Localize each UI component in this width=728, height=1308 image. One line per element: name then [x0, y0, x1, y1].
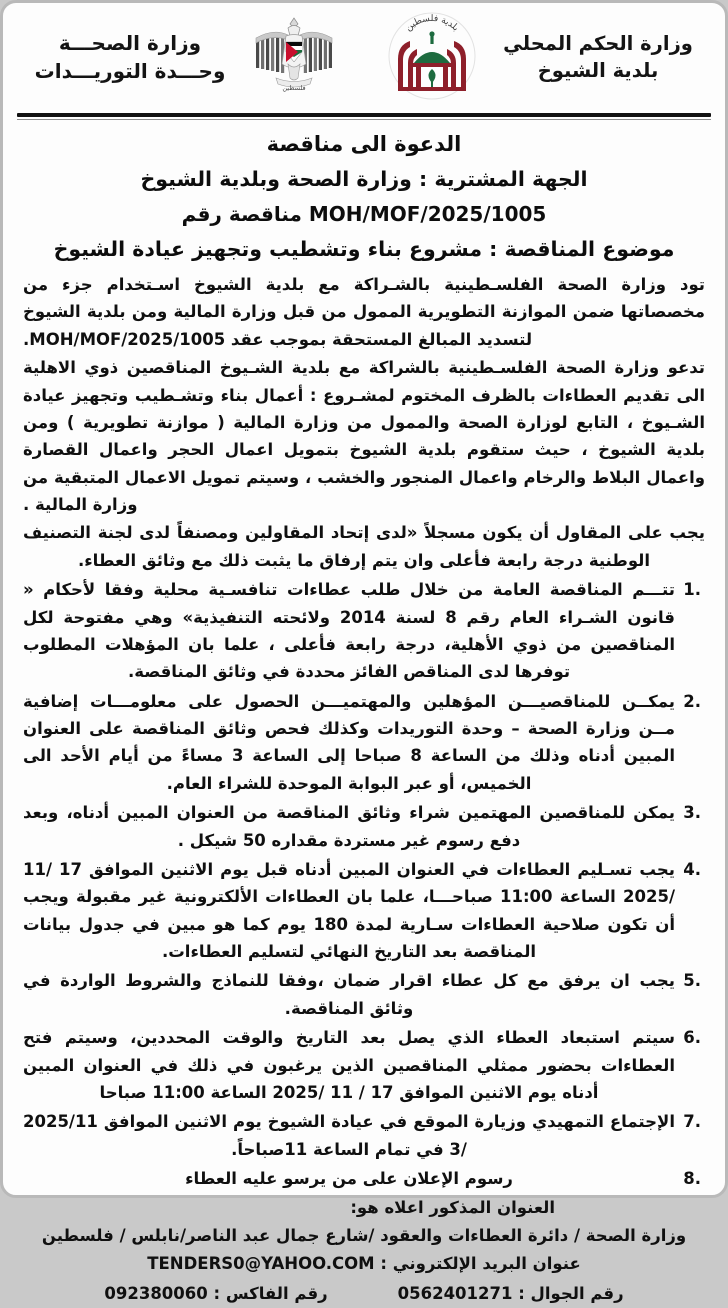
moh-line-2: وحـــدة التوريـــدات — [34, 59, 226, 83]
ministry-of-health-heading — [21, 30, 239, 85]
document-body — [3, 267, 725, 1308]
ministry-of-local-government-heading — [489, 31, 707, 85]
fax-number: رقم الفاكس : 092380060 — [104, 1283, 328, 1303]
email-line: عنوان البريد الإلكتروني : TENDERS0@YAHOO.COM — [147, 1254, 581, 1274]
intro-paragraph-2: تدعو وزارة الصحة الفلسـطينية بالشراكة مع بلدية الشـيوخ المناقصين ذوي الاهلية الى تقديم العطاءات بالظرف المختوم لمشـروع : أعمال بناء وتشـطيب وتجهيز عيادة الشـيوخ ، التابع لوزارة الصحة والممول من وزارة المالية ( موازنة تطويرية ) ومن بلدية الشيوخ ، حيث ستقوم بلدية الشيوخ بتمويل اعمال الحجر واعمال القصارة واعمال البلاط والرخام واعمال المنجور والخشب ، وسيتم تمويل الاعمال المتبقية من وزارة المالية . — [23, 358, 705, 514]
intro-paragraph-1: تود وزارة الصحة الفلسـطينية بالشـراكة مع بلدية الشيوخ اسـتخدام جزء من مخصصاتها ضمن الموازنة التطويرية الممول من قبل وزارة المالية ومن بلدية الشيوخ لتسديد المبالغ المستحقة بموجب عقد MOH/MOF/2025/1005. — [23, 275, 705, 349]
address-heading: العنوان المذكور اعلاه هو: — [350, 1198, 555, 1218]
list-item: يمكــن للمناقصيـــن المؤهلين والمهتميـــن الحصول على معلومـــات إضافية مــن وزارة الصحة – وحدة التوريدات وكذلك فحص وثائق المناقصة على العنوان المبين أدناه وذلك من الساعة 8 صباحا إلى الساعة 3 مساءً من أيام الأحد الى الخميس، أو عبر البوابة الموحدة للشراء العام. — [23, 691, 675, 793]
svg-text:فلسطين: فلسطين — [282, 84, 306, 92]
tender-conditions-list — [23, 576, 705, 1192]
header-divider — [17, 113, 711, 117]
buyer-line: الجهة المشترية : وزارة الصحة وبلدية الشيوخ — [140, 167, 588, 191]
document-header — [3, 3, 725, 107]
molg-line-1: وزارة الحكم المحلي — [503, 32, 693, 56]
list-item: تتـــم المناقصة العامة من خلال طلب عطاءات تنافسـية محلية وفقا لأحكام « قانون الشـراء العام رقم 8 لسنة 2014 ولائحته التنفيذية» وهي مفتوحة لكل المناقصين من ذوي الأهلية، درجة رابعة فأعلى ، علما بان المؤهلات المطلوب توفرها لدى المناقص الفائز محددة في وثائق المناقصة. — [23, 580, 675, 682]
mobile-number: رقم الجوال : 0562401271 — [397, 1283, 624, 1303]
contact-row — [23, 1279, 705, 1308]
list-item: رسوم الإعلان على من يرسو عليه العطاء — [185, 1169, 513, 1188]
invitation-title: الدعوة الى مناقصة — [266, 132, 462, 156]
list-item: يجب ان يرفق مع كل عطاء اقرار ضمان ،وفقا للنماذج والشروط الواردة في وثائق المناقصة. — [23, 971, 675, 1018]
list-item: سيتم استبعاد العطاء الذي يصل بعد التاريخ والوقت المحددين، وسيتم فتح العطاءات بحضور ممثلي المناقصين الذين يرغبون في ذلك في العنوان المبين أدناه يوم الاثنين الموافق 17 / 11 /2025 الساعة 11:00 صباحا — [23, 1028, 675, 1102]
tender-number: مناقصة رقم MOH/MOF/2025/1005 — [181, 202, 547, 226]
tender-subject: موضوع المناقصة : مشروع بناء وتشطيب وتجهيز عيادة الشيوخ — [53, 237, 675, 261]
list-item: الإجتماع التمهيدي وزيارة الموقع في عيادة الشيوخ يوم الاثنين الموافق 2025/11 /3 في تمام الساعة 11صباحاً. — [23, 1112, 675, 1159]
title-block — [3, 120, 725, 267]
address-line: وزارة الصحة / دائرة العطاءات والعقود /شارع جمال عبد الناصر/نابلس / فلسطين — [41, 1226, 687, 1246]
intro-paragraph-3: يجب على المقاول أن يكون مسجلاً «لدى إتحاد المقاولين ومصنفاً لدى لجنة التصنيف الوطنية درجة رابعة فأعلى وان يتم إرفاق ما يثبت ذلك مع وثائق العطاء. — [23, 523, 705, 570]
list-item: يجب تسـليم العطاءات في العنوان المبين أدناه قبل يوم الاثنين الموافق 17 /11 /2025 الساعة 11:00 صباحـــا، علما بان العطاءات الألكترونية غير مقبولة ويجب أن تكون صلاحية العطاءات سـارية لمدة 180 يوم كما هو مبين في جدول بيانات المناقصة بعد التاريخ النهائي لتسليم العطاءات. — [23, 859, 676, 961]
shuyukh-municipality-logo — [382, 11, 482, 101]
address-block — [23, 1194, 705, 1308]
svg-text:بلدية فلسطين: بلدية فلسطين — [403, 13, 461, 34]
list-item: يمكن للمناقصين المهتمين شراء وثائق المناقصة من العنوان المبين أدناه، وبعد دفع رسوم غير مستردة مقداره 50 شيكل . — [23, 803, 675, 850]
moh-line-1: وزارة الصحـــة — [58, 31, 202, 56]
palestinian-eagle-emblem — [246, 10, 342, 102]
emblem-group — [246, 10, 482, 106]
molg-line-2: بلدية الشيوخ — [537, 59, 659, 82]
